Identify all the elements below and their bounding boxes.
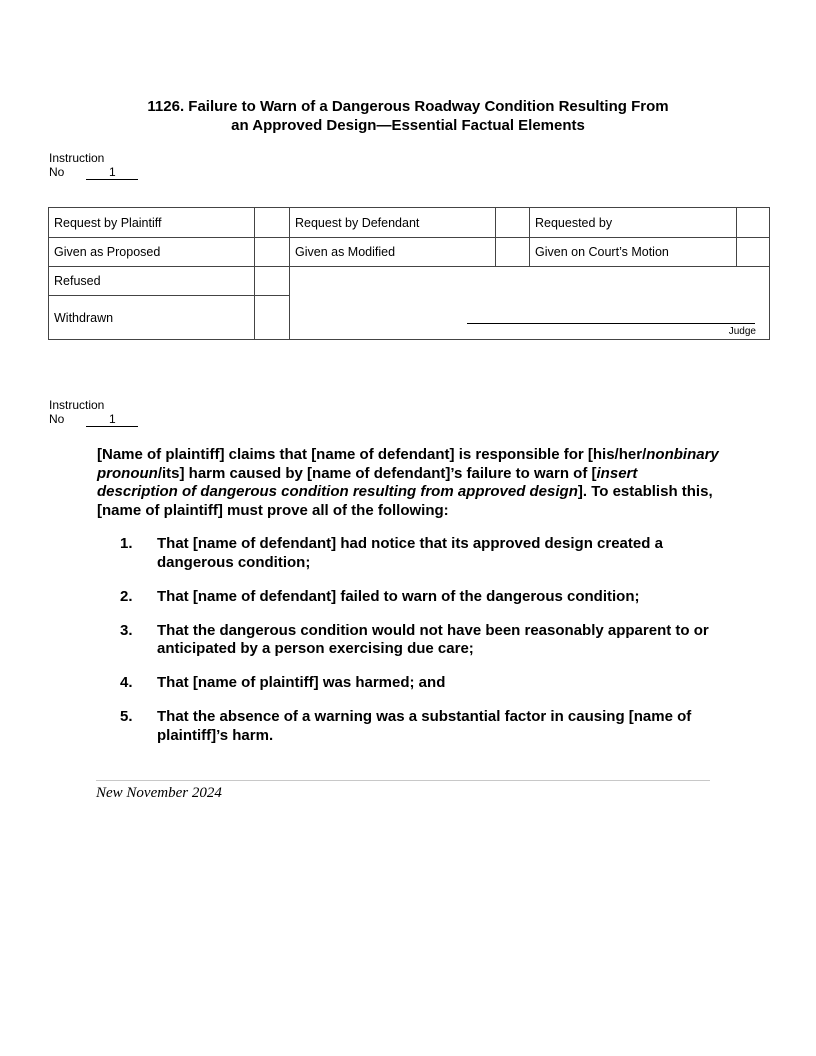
request-by-plaintiff-label: Request by Plaintiff bbox=[49, 208, 255, 238]
given-on-courts-motion-checkbox[interactable] bbox=[737, 238, 770, 267]
title-line-1: 1126. Failure to Warn of a Dangerous Roadway Condition Resulting From bbox=[147, 98, 669, 115]
instruction-label: Instruction bbox=[49, 151, 105, 165]
list-item-number: 1. bbox=[120, 535, 133, 552]
instruction-number-bottom bbox=[49, 398, 138, 427]
divider bbox=[96, 780, 710, 781]
given-as-modified-checkbox[interactable] bbox=[496, 238, 530, 267]
request-by-plaintiff-checkbox[interactable] bbox=[255, 208, 290, 238]
list-item-text: That [name of defendant] had notice that its approved design created a dangerous condition; bbox=[157, 535, 663, 571]
no-label: No bbox=[49, 165, 65, 179]
requested-by-checkbox[interactable] bbox=[737, 208, 770, 238]
list-item-number: 5. bbox=[120, 708, 133, 725]
no-label: No bbox=[49, 412, 65, 426]
judge-signature-area bbox=[290, 267, 770, 340]
title-line-2: an Approved Design—Essential Factual Elements bbox=[231, 117, 585, 134]
list-item-text: That [name of defendant] failed to warn of the dangerous condition; bbox=[157, 587, 640, 605]
refused-checkbox[interactable] bbox=[255, 267, 290, 296]
list-item-number: 2. bbox=[120, 587, 133, 605]
judge-label: Judge bbox=[728, 326, 756, 337]
withdrawn-checkbox[interactable] bbox=[255, 296, 290, 340]
list-item bbox=[97, 674, 722, 693]
refused-label: Refused bbox=[49, 267, 255, 296]
judge-signature-line[interactable] bbox=[467, 323, 755, 324]
given-as-proposed-checkbox[interactable] bbox=[255, 238, 290, 267]
intro-text: /its] harm caused by [name of defendant]’s failure to warn of [ bbox=[157, 464, 597, 482]
disposition-table bbox=[48, 207, 770, 340]
given-on-courts-motion-label: Given on Court’s Motion bbox=[530, 238, 737, 267]
instruction-number-field[interactable]: 1 bbox=[86, 166, 138, 180]
intro-text: ]. To establish this, [name of plaintiff] must prove all of the following: bbox=[97, 483, 713, 519]
instruction-intro-paragraph bbox=[97, 446, 722, 520]
list-item-text: That the dangerous condition would not have been reasonably apparent to or anticipated by a person exercising due care; bbox=[157, 621, 709, 657]
list-item-number: 3. bbox=[120, 621, 133, 639]
list-item-number: 4. bbox=[120, 674, 133, 691]
list-item-text: That the absence of a warning was a substantial factor in causing [name of plaintiff]’s harm. bbox=[157, 708, 692, 744]
intro-italic-text: insert description of dangerous condition resulting from approved design bbox=[97, 464, 638, 500]
intro-text: [Name of plaintiff] claims that [name of defendant] is responsible for [his/her/ bbox=[97, 446, 647, 463]
revision-note: New November 2024 bbox=[96, 785, 222, 801]
list-item-text: That [name of plaintiff] was harmed; and bbox=[157, 674, 446, 691]
essential-elements-list bbox=[97, 535, 722, 761]
withdrawn-label: Withdrawn bbox=[49, 296, 255, 340]
list-item bbox=[97, 588, 722, 607]
instruction-number-top bbox=[49, 151, 138, 180]
list-item bbox=[97, 622, 722, 659]
intro-italic-text: nonbinary pronoun bbox=[97, 446, 719, 482]
list-item bbox=[97, 535, 722, 572]
instruction-number-field[interactable]: 1 bbox=[86, 413, 138, 427]
request-by-defendant-checkbox[interactable] bbox=[496, 208, 530, 238]
given-as-proposed-label: Given as Proposed bbox=[49, 238, 255, 267]
given-as-modified-label: Given as Modified bbox=[290, 238, 496, 267]
instruction-title bbox=[60, 97, 756, 135]
list-item bbox=[97, 708, 722, 745]
request-by-defendant-label: Request by Defendant bbox=[290, 208, 496, 238]
instruction-label: Instruction bbox=[49, 398, 105, 412]
requested-by-label: Requested by bbox=[530, 208, 737, 238]
